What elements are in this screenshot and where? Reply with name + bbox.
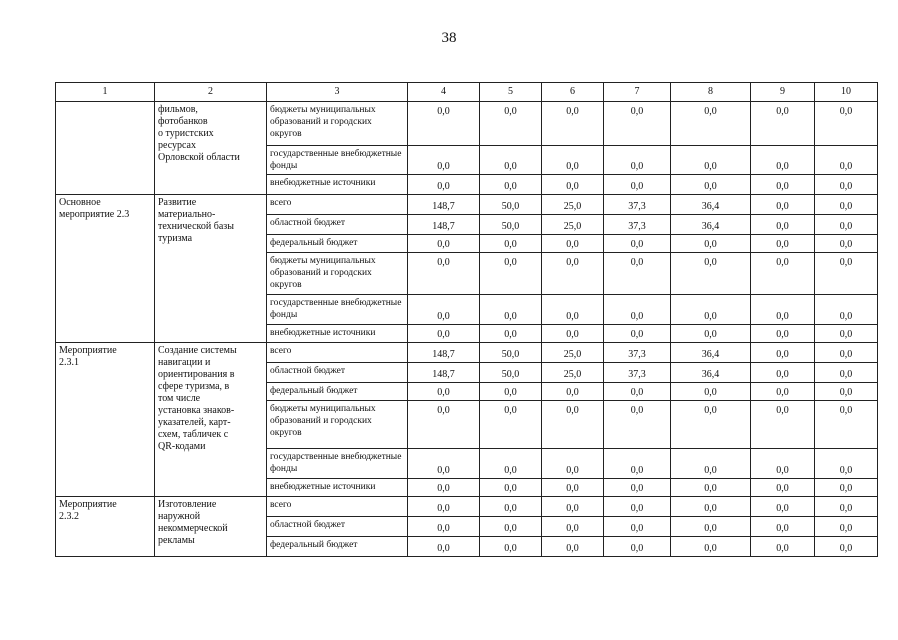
value-cell: 0,0 (815, 383, 878, 401)
value-cell: 0,0 (751, 195, 815, 215)
value-cell: 0,0 (815, 517, 878, 537)
value-cell: 0,0 (815, 537, 878, 557)
value-cell: 50,0 (480, 343, 542, 363)
value-cell: 0,0 (542, 449, 604, 479)
funding-source-cell: областной бюджет (267, 363, 408, 383)
value-cell: 36,4 (671, 343, 751, 363)
funding-source-cell: областной бюджет (267, 215, 408, 235)
value-cell: 0,0 (751, 383, 815, 401)
measure-name-cell (56, 102, 155, 195)
value-cell: 0,0 (815, 195, 878, 215)
value-cell: 148,7 (408, 215, 480, 235)
page-number: 38 (441, 30, 457, 46)
value-cell: 0,0 (815, 295, 878, 325)
value-cell: 148,7 (408, 363, 480, 383)
funding-source-cell: внебюджетные источники (267, 175, 408, 195)
value-cell: 36,4 (671, 363, 751, 383)
value-cell: 0,0 (604, 537, 671, 557)
value-cell: 0,0 (604, 479, 671, 497)
measure-name-cell: Основное мероприятие 2.3 (56, 195, 155, 343)
value-cell: 0,0 (542, 295, 604, 325)
value-cell: 0,0 (542, 175, 604, 195)
measure-name-cell: Мероприятие 2.3.1 (56, 343, 155, 497)
value-cell: 0,0 (408, 253, 480, 295)
value-cell: 0,0 (815, 479, 878, 497)
header-cell: 6 (542, 83, 604, 102)
value-cell: 0,0 (408, 146, 480, 175)
value-cell: 0,0 (671, 175, 751, 195)
value-cell: 37,3 (604, 195, 671, 215)
value-cell: 0,0 (671, 102, 751, 146)
value-cell: 50,0 (480, 363, 542, 383)
value-cell: 37,3 (604, 343, 671, 363)
value-cell: 0,0 (480, 325, 542, 343)
value-cell: 37,3 (604, 215, 671, 235)
value-cell: 0,0 (815, 363, 878, 383)
value-cell: 0,0 (815, 175, 878, 195)
funding-source-cell: всего (267, 497, 408, 517)
value-cell: 0,0 (751, 537, 815, 557)
value-cell: 0,0 (671, 517, 751, 537)
funding-source-cell: государственные внебюджетные фонды (267, 295, 408, 325)
value-cell: 36,4 (671, 215, 751, 235)
header-cell: 5 (480, 83, 542, 102)
value-cell: 0,0 (751, 235, 815, 253)
value-cell: 0,0 (751, 102, 815, 146)
value-cell: 0,0 (815, 497, 878, 517)
value-cell: 0,0 (815, 449, 878, 479)
header-cell: 1 (56, 83, 155, 102)
value-cell: 0,0 (408, 497, 480, 517)
value-cell: 0,0 (408, 479, 480, 497)
value-cell: 0,0 (542, 146, 604, 175)
value-cell: 0,0 (408, 295, 480, 325)
header-cell: 2 (155, 83, 267, 102)
header-cell: 10 (815, 83, 878, 102)
value-cell: 0,0 (408, 517, 480, 537)
value-cell: 0,0 (408, 325, 480, 343)
value-cell: 0,0 (480, 401, 542, 449)
value-cell: 0,0 (408, 449, 480, 479)
value-cell: 0,0 (751, 479, 815, 497)
value-cell: 0,0 (751, 295, 815, 325)
value-cell: 0,0 (815, 235, 878, 253)
value-cell: 0,0 (604, 253, 671, 295)
value-cell: 0,0 (408, 537, 480, 557)
value-cell: 0,0 (751, 175, 815, 195)
funding-source-cell: бюджеты муниципальных образований и городских округов (267, 401, 408, 449)
value-cell: 148,7 (408, 343, 480, 363)
value-cell: 0,0 (751, 363, 815, 383)
value-cell: 0,0 (751, 497, 815, 517)
value-cell: 0,0 (480, 102, 542, 146)
value-cell: 0,0 (751, 253, 815, 295)
value-cell: 0,0 (815, 215, 878, 235)
value-cell: 0,0 (604, 401, 671, 449)
value-cell: 0,0 (671, 235, 751, 253)
value-cell: 0,0 (480, 235, 542, 253)
value-cell: 0,0 (751, 343, 815, 363)
value-cell: 0,0 (408, 175, 480, 195)
value-cell: 0,0 (751, 146, 815, 175)
measure-description-cell: фильмов, фотобанков о туристских ресурсах Орловской области (155, 102, 267, 195)
value-cell: 0,0 (408, 235, 480, 253)
value-cell: 0,0 (604, 497, 671, 517)
value-cell: 0,0 (542, 253, 604, 295)
value-cell: 0,0 (751, 215, 815, 235)
value-cell: 0,0 (408, 401, 480, 449)
measure-description-cell: Развитие материально- технической базы туризма (155, 195, 267, 343)
value-cell: 0,0 (480, 295, 542, 325)
value-cell: 0,0 (542, 497, 604, 517)
value-cell: 0,0 (671, 253, 751, 295)
value-cell: 25,0 (542, 215, 604, 235)
value-cell: 0,0 (671, 295, 751, 325)
value-cell: 0,0 (671, 146, 751, 175)
value-cell: 0,0 (480, 497, 542, 517)
header-cell: 9 (751, 83, 815, 102)
value-cell: 0,0 (815, 102, 878, 146)
table-row (56, 343, 878, 363)
table-row (56, 102, 878, 146)
value-cell: 0,0 (542, 102, 604, 146)
header-cell: 4 (408, 83, 480, 102)
funding-source-cell: бюджеты муниципальных образований и городских округов (267, 253, 408, 295)
budget-table (55, 82, 878, 557)
value-cell: 0,0 (751, 449, 815, 479)
funding-source-cell: внебюджетные источники (267, 479, 408, 497)
value-cell: 0,0 (604, 383, 671, 401)
value-cell: 0,0 (604, 517, 671, 537)
value-cell: 0,0 (542, 235, 604, 253)
funding-source-cell: государственные внебюджетные фонды (267, 146, 408, 175)
value-cell: 0,0 (604, 325, 671, 343)
value-cell: 0,0 (480, 175, 542, 195)
value-cell: 0,0 (480, 537, 542, 557)
funding-source-cell: всего (267, 343, 408, 363)
value-cell: 0,0 (815, 325, 878, 343)
value-cell: 50,0 (480, 195, 542, 215)
value-cell: 0,0 (671, 401, 751, 449)
value-cell: 0,0 (542, 537, 604, 557)
value-cell: 0,0 (815, 146, 878, 175)
value-cell: 0,0 (671, 383, 751, 401)
header-cell: 8 (671, 83, 751, 102)
value-cell: 0,0 (671, 449, 751, 479)
value-cell: 0,0 (480, 383, 542, 401)
funding-source-cell: федеральный бюджет (267, 235, 408, 253)
funding-source-cell: всего (267, 195, 408, 215)
value-cell: 0,0 (604, 295, 671, 325)
value-cell: 0,0 (408, 383, 480, 401)
funding-source-cell: федеральный бюджет (267, 537, 408, 557)
value-cell: 0,0 (480, 479, 542, 497)
value-cell: 0,0 (480, 146, 542, 175)
funding-source-cell: федеральный бюджет (267, 383, 408, 401)
funding-source-cell: внебюджетные источники (267, 325, 408, 343)
value-cell: 0,0 (542, 517, 604, 537)
measure-description-cell: Изготовление наружной некоммерческой рекламы (155, 497, 267, 557)
value-cell: 0,0 (815, 401, 878, 449)
measure-description-cell: Создание системы навигации и ориентирования в сфере туризма, в том числе установка знаков- указателей, карт- схем, табличек с QR-кодами (155, 343, 267, 497)
value-cell: 0,0 (815, 253, 878, 295)
value-cell: 148,7 (408, 195, 480, 215)
value-cell: 0,0 (480, 449, 542, 479)
value-cell: 0,0 (480, 517, 542, 537)
value-cell: 0,0 (751, 517, 815, 537)
value-cell: 50,0 (480, 215, 542, 235)
value-cell: 0,0 (542, 325, 604, 343)
value-cell: 0,0 (604, 449, 671, 479)
value-cell: 0,0 (671, 325, 751, 343)
value-cell: 25,0 (542, 343, 604, 363)
value-cell: 0,0 (480, 253, 542, 295)
value-cell: 0,0 (604, 235, 671, 253)
value-cell: 0,0 (671, 537, 751, 557)
header-row (56, 83, 878, 102)
value-cell: 0,0 (542, 401, 604, 449)
value-cell: 0,0 (408, 102, 480, 146)
value-cell: 0,0 (815, 343, 878, 363)
value-cell: 0,0 (604, 175, 671, 195)
value-cell: 0,0 (751, 401, 815, 449)
value-cell: 0,0 (604, 102, 671, 146)
value-cell: 0,0 (751, 325, 815, 343)
measure-name-cell: Мероприятие 2.3.2 (56, 497, 155, 557)
value-cell: 0,0 (542, 479, 604, 497)
funding-source-cell: областной бюджет (267, 517, 408, 537)
value-cell: 37,3 (604, 363, 671, 383)
value-cell: 0,0 (604, 146, 671, 175)
value-cell: 25,0 (542, 195, 604, 215)
header-cell: 7 (604, 83, 671, 102)
value-cell: 0,0 (542, 383, 604, 401)
funding-source-cell: государственные внебюджетные фонды (267, 449, 408, 479)
table-row (56, 195, 878, 215)
value-cell: 36,4 (671, 195, 751, 215)
table-row (56, 497, 878, 517)
funding-source-cell: бюджеты муниципальных образований и городских округов (267, 102, 408, 146)
value-cell: 0,0 (671, 479, 751, 497)
header-cell: 3 (267, 83, 408, 102)
value-cell: 0,0 (671, 497, 751, 517)
value-cell: 25,0 (542, 363, 604, 383)
